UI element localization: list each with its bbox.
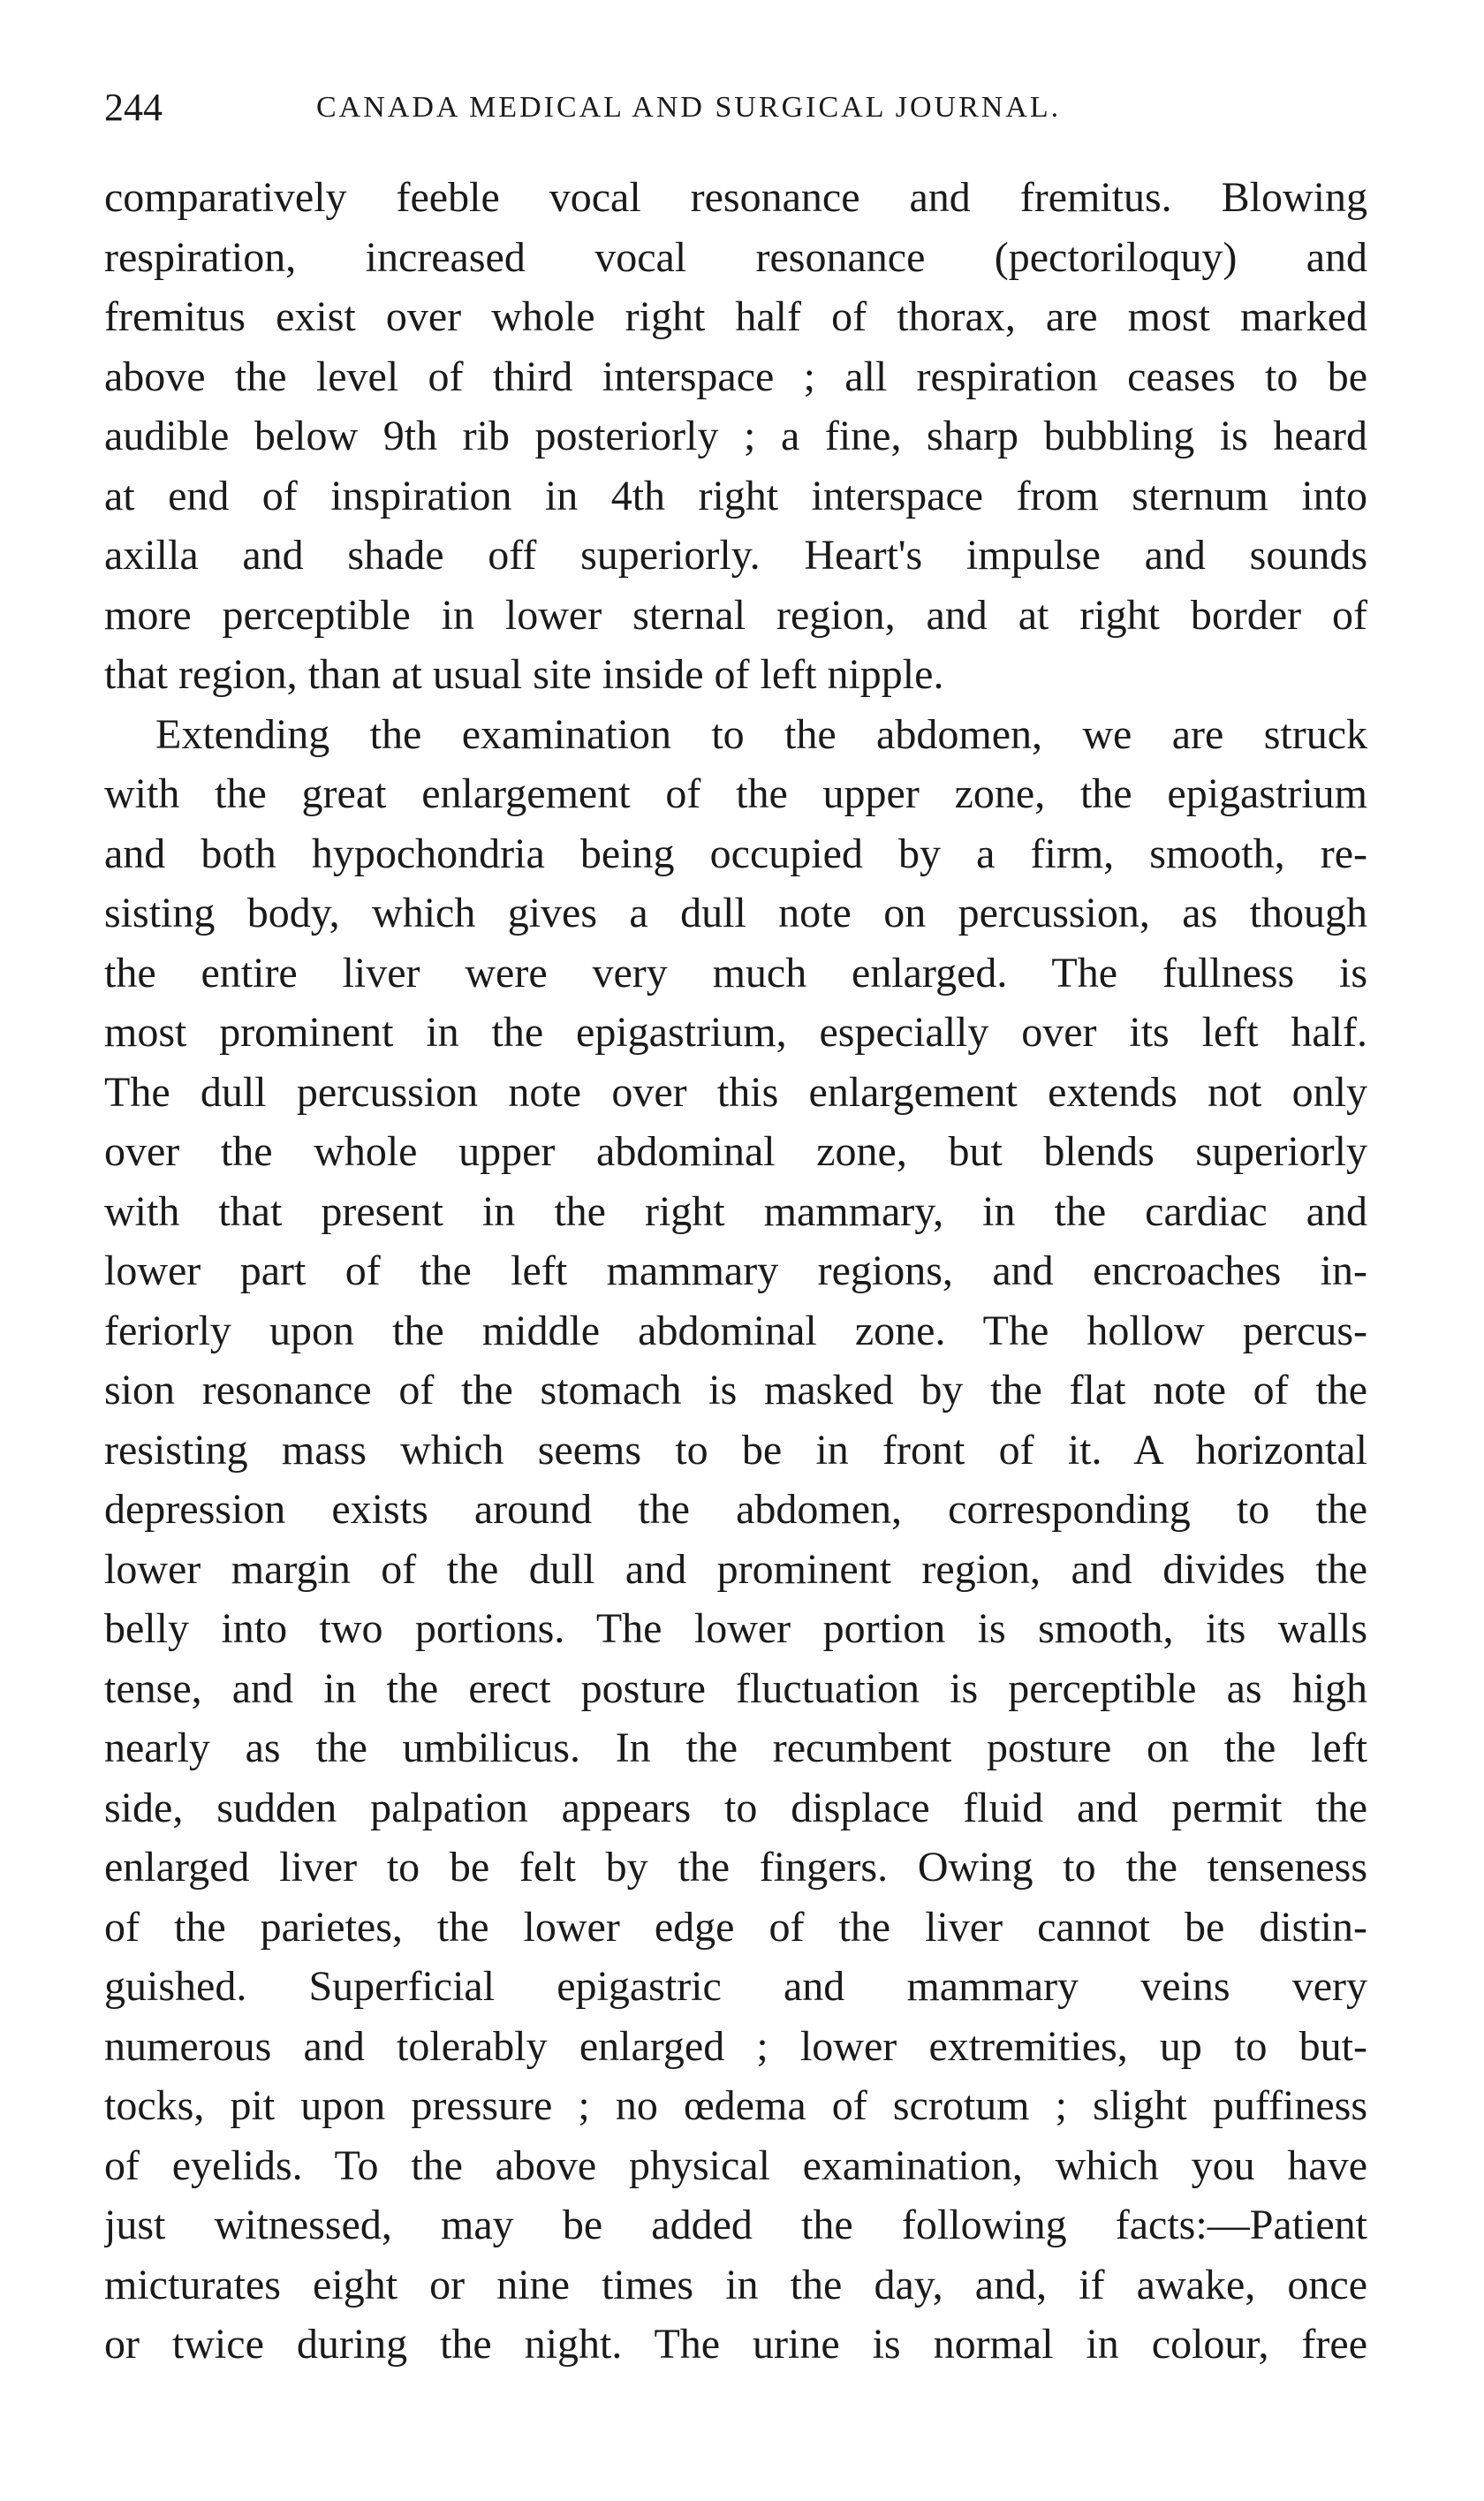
text-line: enlarged liver to be felt by the fingers. Owing to the tenseness — [104, 1844, 1367, 1891]
text-line: just witnessed, may be added the following facts:—Patient — [104, 2202, 1367, 2248]
text-line: or twice during the night. The urine is normal in colour, free — [104, 2321, 1367, 2368]
body-text — [104, 168, 1367, 2375]
running-head — [104, 81, 1367, 134]
text-line: tense, and in the erect posture fluctuation is perceptible as high — [104, 1664, 1367, 1712]
text-line: numerous and tolerably enlarged ; lower extremities, up to but- — [104, 2022, 1367, 2070]
page-number: 244 — [104, 86, 163, 129]
text-line: most prominent in the epigastrium, especially over its left half. — [104, 1009, 1367, 1056]
text-line: with that present in the right mammary, in the cardiac and — [104, 1187, 1367, 1235]
text-line: resisting mass which seems to be in front of it. A horizontal — [104, 1426, 1367, 1474]
text-line: comparatively feeble vocal resonance and fremitus. Blowing — [104, 174, 1367, 221]
paragraph-2 — [104, 705, 1367, 2375]
text-line: respiration, increased vocal resonance (pectoriloquy) and — [104, 233, 1367, 281]
journal-title: CANADA MEDICAL AND SURGICAL JOURNAL. — [316, 91, 1062, 124]
text-line: feriorly upon the middle abdominal zone. The hollow percus- — [104, 1307, 1367, 1354]
text-line: Extending the examination to the abdomen, we are struck — [155, 710, 1367, 758]
text-line: the entire liver were very much enlarged. The fullness is — [104, 949, 1367, 997]
text-line: guished. Superficial epigastric and mammary veins very — [104, 1963, 1367, 2010]
text-line: with the great enlargement of the upper zone, the epigastrium — [104, 770, 1367, 817]
text-line: and both hypochondria being occupied by a firm, smooth, re- — [104, 830, 1367, 877]
text-line: micturates eight or nine times in the day, and, if awake, once — [104, 2261, 1367, 2308]
text-line: of eyelids. To the above physical examination, which you have — [104, 2141, 1367, 2189]
text-line: belly into two portions. The lower portion is smooth, its walls — [104, 1605, 1367, 1652]
text-line: sion resonance of the stomach is masked by the flat note of the — [104, 1367, 1367, 1413]
text-line: more perceptible in lower sternal region, and at right border of — [104, 591, 1367, 639]
text-line: sisting body, which gives a dull note on percussion, as though — [104, 890, 1367, 936]
text-line: tocks, pit upon pressure ; no œdema of scrotum ; slight puffiness — [104, 2082, 1367, 2129]
paragraph-1 — [104, 168, 1367, 705]
text-line: that region, than at usual site inside of left nipple. — [104, 651, 944, 698]
text-line: at end of inspiration in 4th right interspace from sternum into — [104, 472, 1367, 519]
text-line: axilla and shade off superiorly. Heart's impulse and sounds — [104, 532, 1367, 579]
text-line: audible below 9th rib posteriorly ; a fine, sharp bubbling is heard — [104, 413, 1367, 459]
text-line: side, sudden palpation appears to displace fluid and permit the — [104, 1784, 1367, 1831]
text-line: lower margin of the dull and prominent region, and divides the — [104, 1545, 1367, 1593]
text-line: above the level of third interspace ; all respiration ceases to be — [104, 352, 1367, 400]
text-line: nearly as the umbilicus. In the recumbent posture on the left — [104, 1724, 1367, 1771]
text-line: over the whole upper abdominal zone, but blends superiorly — [104, 1128, 1367, 1175]
text-line: lower part of the left mammary regions, and encroaches in- — [104, 1247, 1367, 1294]
text-line: of the parietes, the lower edge of the liver cannot be distin- — [104, 1903, 1367, 1951]
text-line: depression exists around the abdomen, corresponding to the — [104, 1486, 1367, 1533]
text-line: The dull percussion note over this enlargement extends not only — [104, 1068, 1367, 1116]
text-line: fremitus exist over whole right half of thorax, are most marked — [104, 293, 1367, 340]
